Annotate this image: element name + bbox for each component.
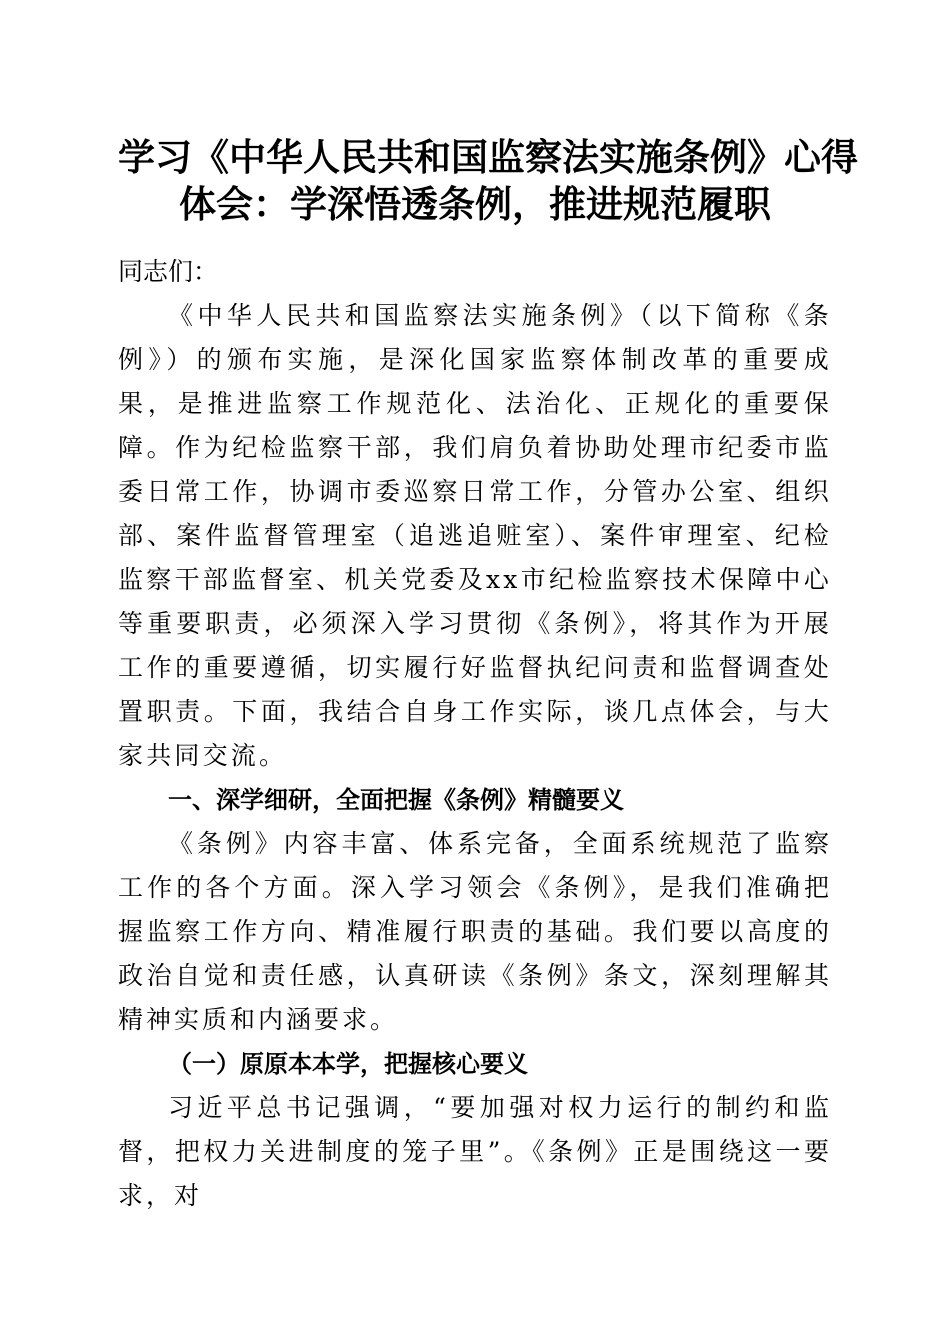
subsection-1-paragraph: 习近平总书记强调，“要加强对权力运行的制约和监督，把权力关进制度的笼子里”。《条例》正是围绕这一要求，对 <box>118 1093 832 1210</box>
document-body <box>118 250 832 1218</box>
section-1-heading: 一、深学细研，全面把握《条例》精髓要义 <box>168 786 624 814</box>
salutation: 同志们： <box>118 257 219 286</box>
title-line-2: 体会：学深悟透条例，推进规范履职 <box>179 182 771 226</box>
intro-paragraph: 《中华人民共和国监察法实施条例》（以下简称《条例》）的颁布实施，是深化国家监察体制改革的重要成果，是推进监察工作规范化、法治化、正规化的重要保障。作为纪检监察干部，我们肩负着协助处理市纪委市监委日常工作，协调市委巡察日常工作，分管办公室、组织部、案件监督管理室（追逃追赃室）、案件审理室、纪检监察干部监督室、机关党委及xx市纪检监察技术保障中心等重要职责，必须深入学习贯彻《条例》，将其作为开展工作的重要遵循，切实履行好监督执纪问责和监督调查处置职责。下面，我结合自身工作实际，谈几点体会，与大家共同交流。 <box>118 301 832 770</box>
title-line-1: 学习《中华人民共和国监察法实施条例》心得 <box>118 135 858 179</box>
section-1-paragraph: 《条例》内容丰富、体系完备，全面系统规范了监察工作的各个方面。深入学习领会《条例》，是我们准确把握监察工作方向、精准履行职责的基础。我们要以高度的政治自觉和责任感，认真研读《条例》条文，深刻理解其精神实质和内涵要求。 <box>118 829 832 1034</box>
document-title <box>118 134 858 228</box>
subsection-1-heading: （一）原原本本学，把握核心要义 <box>168 1049 528 1078</box>
